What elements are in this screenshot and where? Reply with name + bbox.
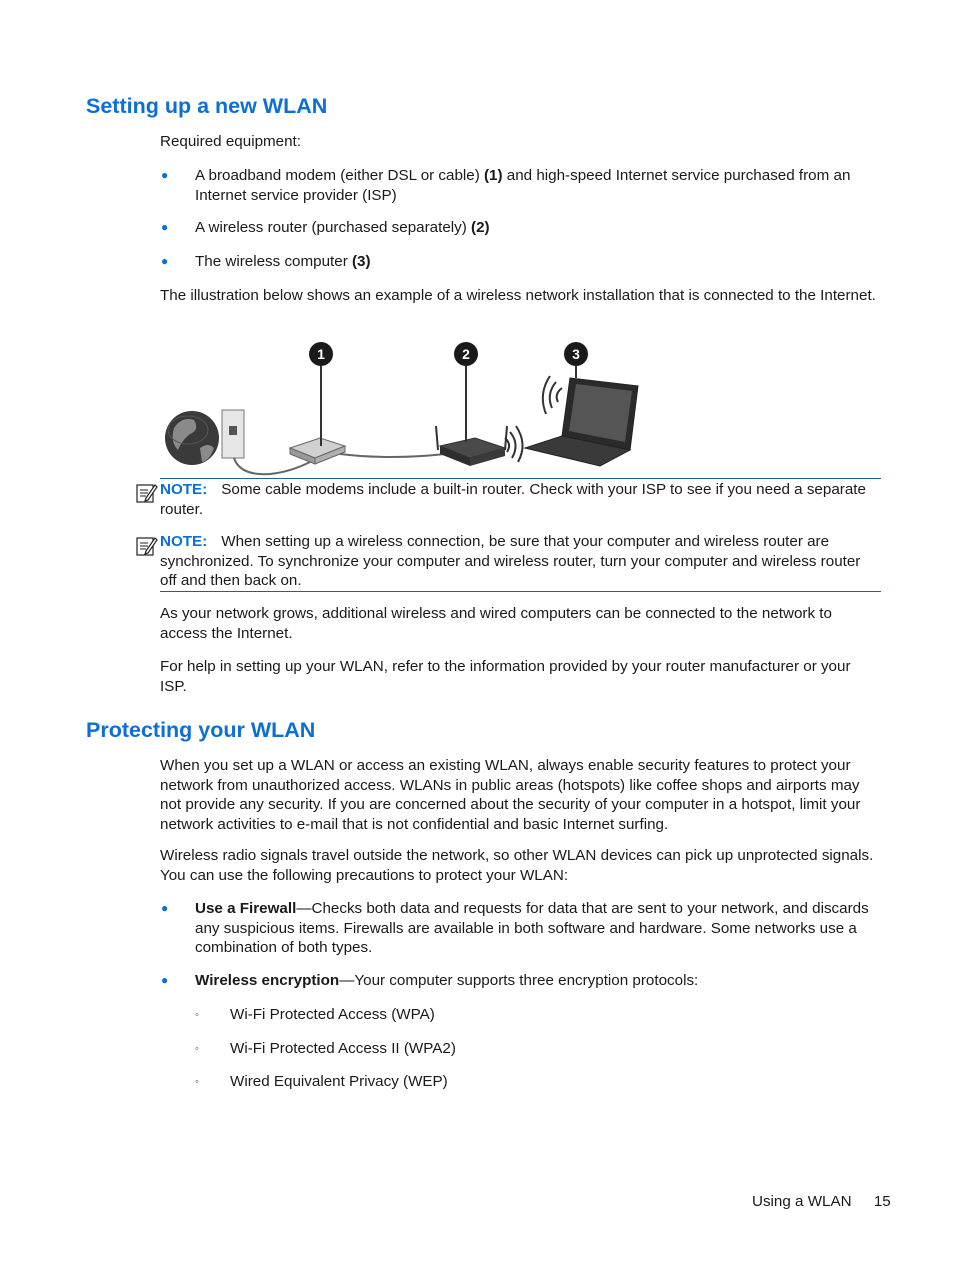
required-equipment-label: Required equipment: <box>160 133 301 150</box>
callout-3 <box>564 342 588 366</box>
wireless-router-icon <box>436 426 507 466</box>
illustration-description: The illustration below shows an example of a wireless network installation that is connected to the Internet. <box>160 287 876 304</box>
sub-bullet-dot: ◦ <box>195 1076 199 1088</box>
note-rule-top <box>160 478 881 479</box>
callout-2 <box>454 342 478 366</box>
wifi-waves-icon <box>543 376 562 414</box>
page-footer <box>752 1192 902 1212</box>
wall-jack-icon <box>222 410 244 458</box>
sub-bullet-dot: ◦ <box>195 1009 199 1021</box>
section-heading-setup: Setting up a new WLAN <box>86 94 328 118</box>
callout-1 <box>309 342 333 366</box>
note-1: NOTE: Some cable modems include a built-in router. Check with your ISP to see if you need a separate router. <box>160 481 866 518</box>
wifi-waves-icon <box>505 426 523 462</box>
list-item-router: A wireless router (purchased separately) (2) <box>195 219 490 236</box>
note-rule-bottom <box>160 591 881 592</box>
bullet-dot: ● <box>161 901 169 915</box>
sub-bullet-dot: ◦ <box>195 1043 199 1055</box>
page-number: 15 <box>873 1193 891 1210</box>
list-item-firewall: Use a Firewall—Checks both data and requests for data that are sent to your network, and discards any suspicious items. Firewalls are available in both software and hardware. Some networks use a combination of both types. <box>195 900 869 956</box>
bullet-dot: ● <box>161 168 169 182</box>
svg-text:2: 2 <box>462 346 470 362</box>
svg-text:1: 1 <box>317 346 325 362</box>
sub-item-wpa: Wi-Fi Protected Access (WPA) <box>230 1006 435 1023</box>
wireless-network-illustration <box>160 338 645 478</box>
para-security: When you set up a WLAN or access an existing WLAN, always enable security features to protect your network from unauthorized access. WLANs in public areas (hotspots) like coffee shops and airports may not provide any security. If you are concerned about the security of your computer in a hotspot, limit your network activities to e-mail that is not confidential and basic Internet surfing. <box>160 757 861 833</box>
para-radio-signals: Wireless radio signals travel outside the network, so other WLAN devices can pick up unprotected signals. You can use the following precautions to protect your WLAN: <box>160 847 874 884</box>
list-item-modem: A broadband modem (either DSL or cable) (1) and high-speed Internet service purchased from an Internet service provider (ISP) <box>195 167 851 204</box>
note-2: NOTE: When setting up a wireless connection, be sure that your computer and wireless router are synchronized. To synchronize your computer and wireless router, turn your computer and wireless router off and then back on. <box>160 533 861 589</box>
footer-section-name: Using a WLAN <box>752 1193 852 1210</box>
modem-icon <box>290 438 345 464</box>
note-icon <box>136 535 158 557</box>
note-icon <box>136 482 158 504</box>
globe-icon <box>165 411 219 465</box>
sub-item-wep: Wired Equivalent Privacy (WEP) <box>230 1073 448 1090</box>
svg-text:3: 3 <box>572 346 580 362</box>
laptop-icon <box>525 378 638 466</box>
section-heading-protect: Protecting your WLAN <box>86 718 316 742</box>
sub-item-wpa2: Wi-Fi Protected Access II (WPA2) <box>230 1040 456 1057</box>
bullet-dot: ● <box>161 254 169 268</box>
list-item-computer: The wireless computer (3) <box>195 253 371 270</box>
list-item-encryption: Wireless encryption—Your computer supports three encryption protocols: <box>195 972 699 989</box>
bullet-dot: ● <box>161 220 169 234</box>
para-network-grows: As your network grows, additional wireless and wired computers can be connected to the network to access the Internet. <box>160 605 832 642</box>
para-setup-help: For help in setting up your WLAN, refer to the information provided by your router manufacturer or your ISP. <box>160 658 851 695</box>
bullet-dot: ● <box>161 973 169 987</box>
